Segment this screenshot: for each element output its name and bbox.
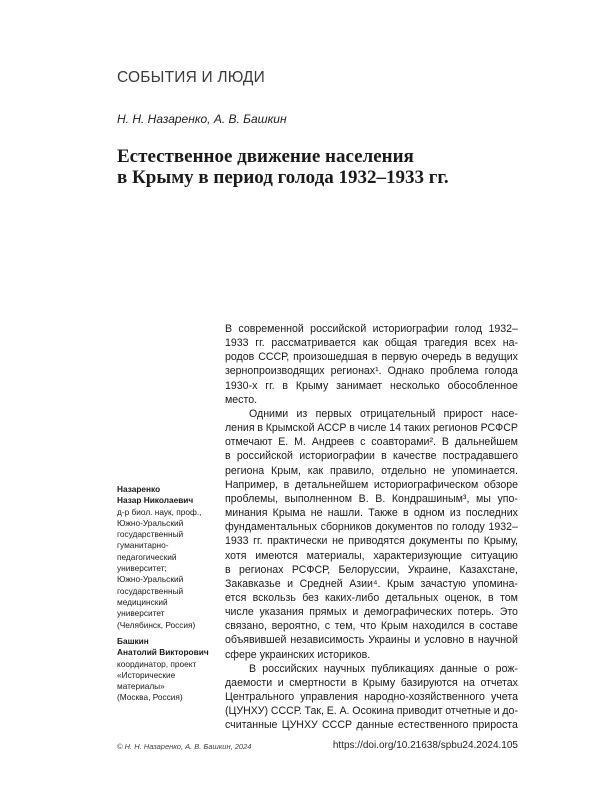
body-line: Например, в детальнейшем историографическом обзоре [225,478,518,491]
body-line: ется вскользь без каких-либо детальных оценок, в том [225,591,518,604]
body-line: 1933 гг. рассматривается как общая трагедия всех на- [225,337,518,350]
body-line: 1930-х гг. в Крыму занимает несколько обособленное [225,379,518,392]
affiliation-line: университет [117,608,165,619]
affiliation-line: (Челябинск, Россия) [117,619,196,630]
article-authors: Н. Н. Назаренко, А. В. Башкин [117,112,287,126]
affiliation-line: д-р биол. наук, проф., [117,506,202,517]
body-line: (ЦУНХУ) СССР. Так, Е. А. Осокина приводит отчетные и до- [225,705,518,718]
author-name: Назар Николаевич [117,495,194,506]
body-line: хотя имеются материалы, характеризующие ситуацию [225,549,518,562]
doi-link[interactable]: https://doi.org/10.21638/spbu24.2024.105 [332,740,518,751]
body-line: В российских научных публикациях данные о рож- [249,662,518,675]
affiliation-line: «Исторические [117,669,176,680]
article-title [117,146,517,188]
affiliation-line: государственный [117,585,184,596]
body-line: Центрального управления народно-хозяйственного учета [225,691,518,704]
body-line: считанные ЦУНХУ СССР данные естественного прироста [225,719,518,732]
body-line: родов СССР, произошедшая в первую очередь в ведущих [225,351,518,364]
body-line: минания Крыма не нашли. Также в одном из последних [225,507,518,520]
affiliation-line: университет; [117,563,167,574]
title-line: Естественное движение населения [117,146,414,167]
affiliation-line: медицинский [117,596,168,607]
affiliation-line: координатор, проект [117,658,197,669]
body-line: в регионах РСФСР, Белоруссии, Украине, Казахстане, [225,563,518,576]
author-affiliation [117,507,217,631]
body-line: проблемы, выполненном В. В. Кондрашиным³, мы упо- [225,492,518,505]
body-line: В современной российской историографии голод 1932– [225,323,518,335]
affiliation-line: государственный [117,529,184,540]
body-line: сфере украинских историков. [225,648,371,661]
body-line: фундаментальных сборников документов по голоду 1932– [225,521,518,534]
article-body [225,322,518,733]
body-line: в российской историографии в качестве пострадавшего [225,450,518,463]
body-line: числе указания прямых и демографических потерь. Это [225,606,518,619]
section-heading: СОБЫТИЯ И ЛЮДИ [117,69,265,86]
body-line: отмечают Е. М. Андреев с соавторами². В дальнейшем [225,436,518,449]
body-line: место. [225,393,258,406]
author-name: Башкин [117,636,149,646]
body-line: Закавказье и Средней Азии⁴. Крым зачастую упомина- [225,577,518,590]
affiliation-line: Южно-Уральский [117,517,184,528]
body-line: объявившей независимость Украины и условно в научной [225,634,518,647]
body-line: даемости и смертности в Крыму базируются на отчетах [225,676,518,689]
author-info-bashkin [117,636,217,704]
author-affiliation [117,659,217,704]
body-line: Одними из первых отрицательный прирост насе- [249,407,518,420]
body-line: 1933 гг. практически не приводятся документы по Крыму, [225,535,518,548]
affiliation-line: гуманитарно- [117,540,169,551]
body-line: региона Крым, как правило, отдельно не упоминается. [225,464,518,477]
author-info-nazarenko [117,484,217,631]
affiliation-line: Южно-Уральский [117,574,184,585]
body-line: зернопроизводящих регионах¹. Однако проблема голода [225,365,518,378]
affiliation-line: педагогический [117,551,177,562]
title-line: в Крыму в период голода 1932–1933 гг. [117,167,449,188]
author-name: Назаренко [117,484,161,494]
body-line: связано, вероятно, с тем, что Крым находился в составе [225,620,518,633]
author-name: Анатолий Викторович [117,647,209,658]
affiliation-line: (Москва, Россия) [117,692,183,703]
affiliation-line: материалы» [117,681,165,692]
body-line: ления в Крымской АССР в числе 14 таких регионов РСФСР [225,422,518,435]
copyright-notice: © Н. Н. Назаренко, А. В. Башкин, 2024 [117,742,252,751]
